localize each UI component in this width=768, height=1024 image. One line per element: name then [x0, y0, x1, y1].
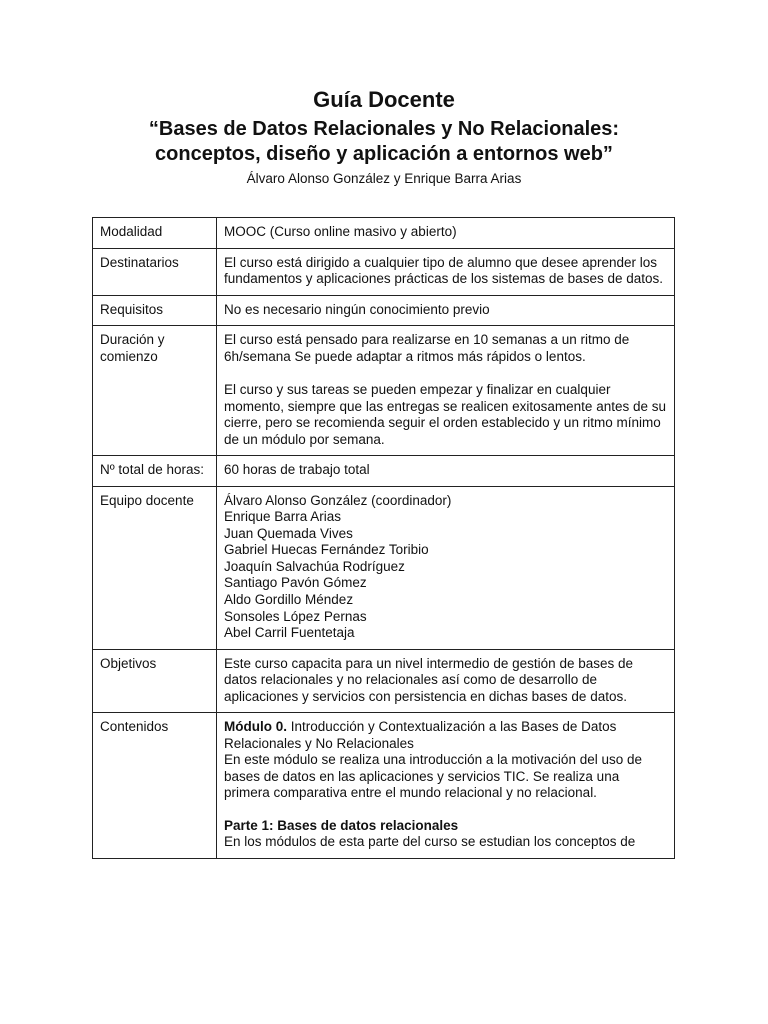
modulo-0-heading — [224, 719, 666, 752]
staff-member: Álvaro Alonso González (coordinador) — [224, 492, 452, 508]
subtitle-line-1: “Bases de Datos Relacionales y No Relacionales: — [148, 118, 620, 140]
staff-member: Joaquín Salvachúa Rodríguez — [224, 558, 405, 574]
row-value: Este curso capacita para un nivel intermedio de gestión de bases de datos relacionales y no relacionales así como de desarrollo de aplicaciones y servicios con persistencia en dichas bases de datos. — [217, 649, 675, 713]
staff-member: Santiago Pavón Gómez — [224, 575, 367, 591]
row-label: Contenidos — [93, 713, 217, 859]
document-subtitle — [0, 117, 768, 167]
staff-member: Enrique Barra Arias — [224, 509, 342, 525]
course-info-table — [92, 217, 675, 859]
row-value: MOOC (Curso online masivo y abierto) — [217, 218, 675, 249]
staff-member: Abel Carril Fuentetaja — [224, 625, 355, 641]
staff-member: Sonsoles López Pernas — [224, 608, 367, 624]
row-value — [217, 713, 675, 859]
row-label: Equipo docente — [93, 486, 217, 649]
row-label: Objetivos — [93, 649, 217, 713]
subtitle-line-2: conceptos, diseño y aplicación a entornos web” — [155, 143, 613, 165]
table-row-modalidad — [93, 218, 675, 249]
table-row-objetivos — [93, 649, 675, 713]
row-value — [217, 486, 675, 649]
document-title: Guía Docente — [313, 87, 455, 112]
table-row-duracion — [93, 326, 675, 456]
row-label: Duración y comienzo — [93, 326, 217, 456]
staff-member: Gabriel Huecas Fernández Toribio — [224, 542, 429, 558]
row-value: El curso está dirigido a cualquier tipo de alumno que desee aprender los fundamentos y aplicaciones prácticas de los sistemas de bases de datos. — [217, 248, 675, 295]
table-row-destinatarios — [93, 248, 675, 295]
row-label: Destinatarios — [93, 248, 217, 295]
table-row-contenidos — [93, 713, 675, 859]
modulo-0-description: En este módulo se realiza una introducción a la motivación del uso de bases de datos en las aplicaciones y servicios TIC. Se realiza una primera comparativa entre el mundo relacional y no relacional. — [224, 752, 642, 801]
row-label: Nº total de horas: — [93, 456, 217, 487]
row-value: 60 horas de trabajo total — [217, 456, 675, 487]
table-row-equipo — [93, 486, 675, 649]
staff-member: Aldo Gordillo Méndez — [224, 592, 354, 608]
row-label: Requisitos — [93, 295, 217, 326]
modulo-0-name: Introducción y Contextualización a las Bases de Datos Relacionales y No Relacionales — [224, 719, 617, 751]
document-authors: Álvaro Alonso González y Enrique Barra Arias — [246, 171, 522, 186]
duracion-paragraph-2: El curso y sus tareas se pueden empezar y finalizar en cualquier momento, siempre que las entregas se realicen exitosamente antes de su cierre, pero se recomienda seguir el orden establecido y un ritmo mínimo de un módulo por semana. — [224, 382, 666, 447]
row-label: Modalidad — [93, 218, 217, 249]
duracion-paragraph-1: El curso está pensado para realizarse en 10 semanas a un ritmo de 6h/semana Se puede adaptar a ritmos más rápidos o lentos. — [224, 332, 630, 364]
modulo-0-title: Módulo 0. — [224, 719, 287, 735]
row-value — [217, 326, 675, 456]
row-value: No es necesario ningún conocimiento previo — [217, 295, 675, 326]
staff-member: Juan Quemada Vives — [224, 525, 353, 541]
table-row-requisitos — [93, 295, 675, 326]
parte-1-description: En los módulos de esta parte del curso se estudian los conceptos de — [224, 834, 636, 850]
parte-1-title: Parte 1: Bases de datos relacionales — [224, 817, 459, 833]
table-row-horas — [93, 456, 675, 487]
